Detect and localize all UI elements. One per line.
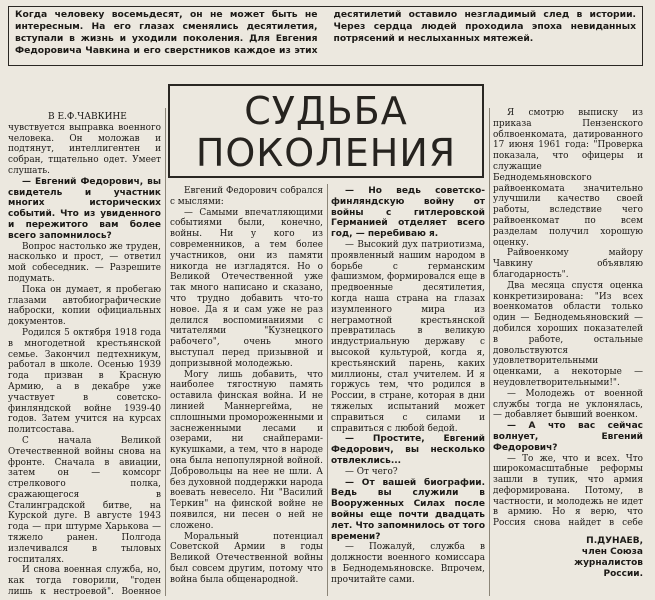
author-tag: В Е.Ф.ЧАВКИНЕ <box>48 112 127 122</box>
paragraph: — Самыми впечатляющими событиями были, конечно, войны. Ни у кого из современников, а тем более участников, они из памяти никогда не изгладятся. Но о Великой Отечественной уже так много написано и сказано, что трудно добавить что-то новое. Да я и сам уже не раз делился воспоминаниями с читателями "Кузнецкого рабочего", очень много выступал перед призывной и допризывной молодежью. <box>170 207 323 369</box>
paragraph: Я смотрю выписку из приказа Пензенского облвоенкомата, датированного 17 июня 1961 года: "Проверка показала, что офицеры и служащие Беднодемьяновского райвоенкомата значительно улучшили качество своей работы, вследствие чего райвоенкомат по всем разделам получил хорошую оценку. <box>493 108 643 248</box>
author-role: журналистов <box>574 558 643 568</box>
question: — Евгений Федорович, вы свидетель и участник многих исторических событий. Что из увиденного и пережитого вам более всего запомнилось? <box>8 176 161 241</box>
author-role: России. <box>603 569 643 579</box>
paragraph: Два месяца спустя оценка конкретизирована: "Из всех военкоматов области только один — Беднодемьяновский — добился хороших показателей в работе, остальные довольствуются удовлетворительными оценками, а некоторые — неудовлетворительными!". <box>493 280 643 388</box>
paragraph: — То же, что и всех. Что широкомасштабные реформы зашли в тупик, что армия деформирована. Потому, в частности, и молодежь не идет в армию. Но я верю, что Россия снова найдет в себе <box>493 453 643 528</box>
question: — Но ведь советско-финляндскую войну от войны с гитлеровской Германией отделяет всего год, — перебиваю я. <box>331 186 485 240</box>
question: — Простите, Евгений Федорович, вы несколько отвлеклись... <box>331 434 485 466</box>
paragraph: — Высокий дух патриотизма, проявленный нашим народом в борьбе с германским фашизмом, формировался еще в предвоенные десятилетия, когда наша страна на глазах изумленного мира из неграмотной крестьянской превратилась в великую индустриальную державу с высокой культурой, когда я, крестьянский парень, каких миллионы, стал учителем. И я горжусь тем, что родился в России, в стране, которая в дни тяжелых испытаний может справиться с силами и справиться с любой бедой. <box>331 239 485 434</box>
article-column-2 <box>170 186 323 596</box>
question: — От вашей биографии. Ведь вы служили в Вооруженных Силах после войны еще почти двадцать лет. Что запомнилось от того времени? <box>331 477 485 542</box>
author-name: П.ДУНАЕВ, <box>586 536 643 546</box>
paragraph: — От чего? <box>345 466 398 477</box>
article-column-3 <box>331 186 485 596</box>
column-divider <box>327 184 328 596</box>
paragraph: — Молодежь от военной службы тогда не уклонялась, — добавляет бывший военком. <box>493 388 643 421</box>
paragraph: Пока он думает, я пробегаю глазами автобиографические наброски, копии официальных документов. <box>8 284 161 328</box>
paragraph: Райвоенкому майору Чавкину объявляю благодарность". <box>493 248 643 280</box>
column-divider <box>489 108 490 596</box>
article-column-1 <box>8 112 161 597</box>
question: — А что вас сейчас волнует, Евгений Федорович? <box>493 421 643 453</box>
column-divider <box>165 108 166 596</box>
paragraph: С начала Великой Отечественной войны снова на фронте. Сначала в авиации, затем он — комсорг стрелкового полка, сражающегося в Сталинградской битве, на Курской дуге. В августе 1943 года — при штурме Харькова — тяжело ранен. Полгода излечивался в тыловых госпиталях. <box>8 435 161 565</box>
lead-paragraph: Когда человеку восемьдесят, он не может быть не интересным. На его глазах сменялись десятилетия, вступали в жизнь и уходили поколения. Для Евгения Федоровича Чавкина и его сверстников каждое из этих десятилетий оставило незгладимый след в истории. Через сердца людей проходила эпоха невиданных потрясений и неслыханных мятежей. <box>8 6 643 66</box>
paragraph: И снова военная служба, но, как тогда говорили, "годен лишь к нестроевой". Военное <box>8 565 161 597</box>
article-column-4 <box>493 108 643 528</box>
paragraph: — Пожалуй, служба в должности военного комиссара в Беднодемьяновске. Впрочем, прочитайте сами. <box>331 542 485 585</box>
headline-box <box>168 84 484 178</box>
paragraph: Евгений Федорович собрался с мыслями: <box>170 186 323 207</box>
paragraph: Могу лишь добавить, что наиболее тягостную память оставила финская война. И не линией Маннергейма, не сплошными промороженными и заснеженными лесами и озерами, ни снайперами-кукушками, а тем, что в народе она была непопулярной войной. Добровольцы на нее не шли. А без духовной поддержки народа воевать невесело. Ни "Василий Теркин" на финской войне не появился, ни песен о ней не сложено. <box>170 369 323 531</box>
headline-line-2: ПОКОЛЕНИЯ <box>195 131 457 175</box>
author-role: член Союза <box>581 547 643 557</box>
headline-line-1: СУДЬБА <box>244 89 408 133</box>
author-signature <box>518 536 643 580</box>
paragraph: чувствуется выправка военного человека. Он моложав и подтянут, интеллигентен и собран, тщательно одет. Умеет слушать. <box>8 122 161 176</box>
paragraph: Моральный потенциал Советской Армии в годы Великой Отечественной войны был совсем другим, потому что война была общенародной. <box>170 531 323 585</box>
paragraph: Вопрос настолько же труден, насколько и прост, — ответил мой собеседник. — Разрешите подумать. <box>8 241 161 284</box>
paragraph: Родился 5 октября 1918 года в многодетной крестьянской семье. Закончил педтехникум, работал в школе. Осенью 1939 года призван в Красную Армию, а в декабре уже участвует в советско-финляндской войне 1939-40 годов. Затем учится на курсах политсостава. <box>8 327 161 436</box>
